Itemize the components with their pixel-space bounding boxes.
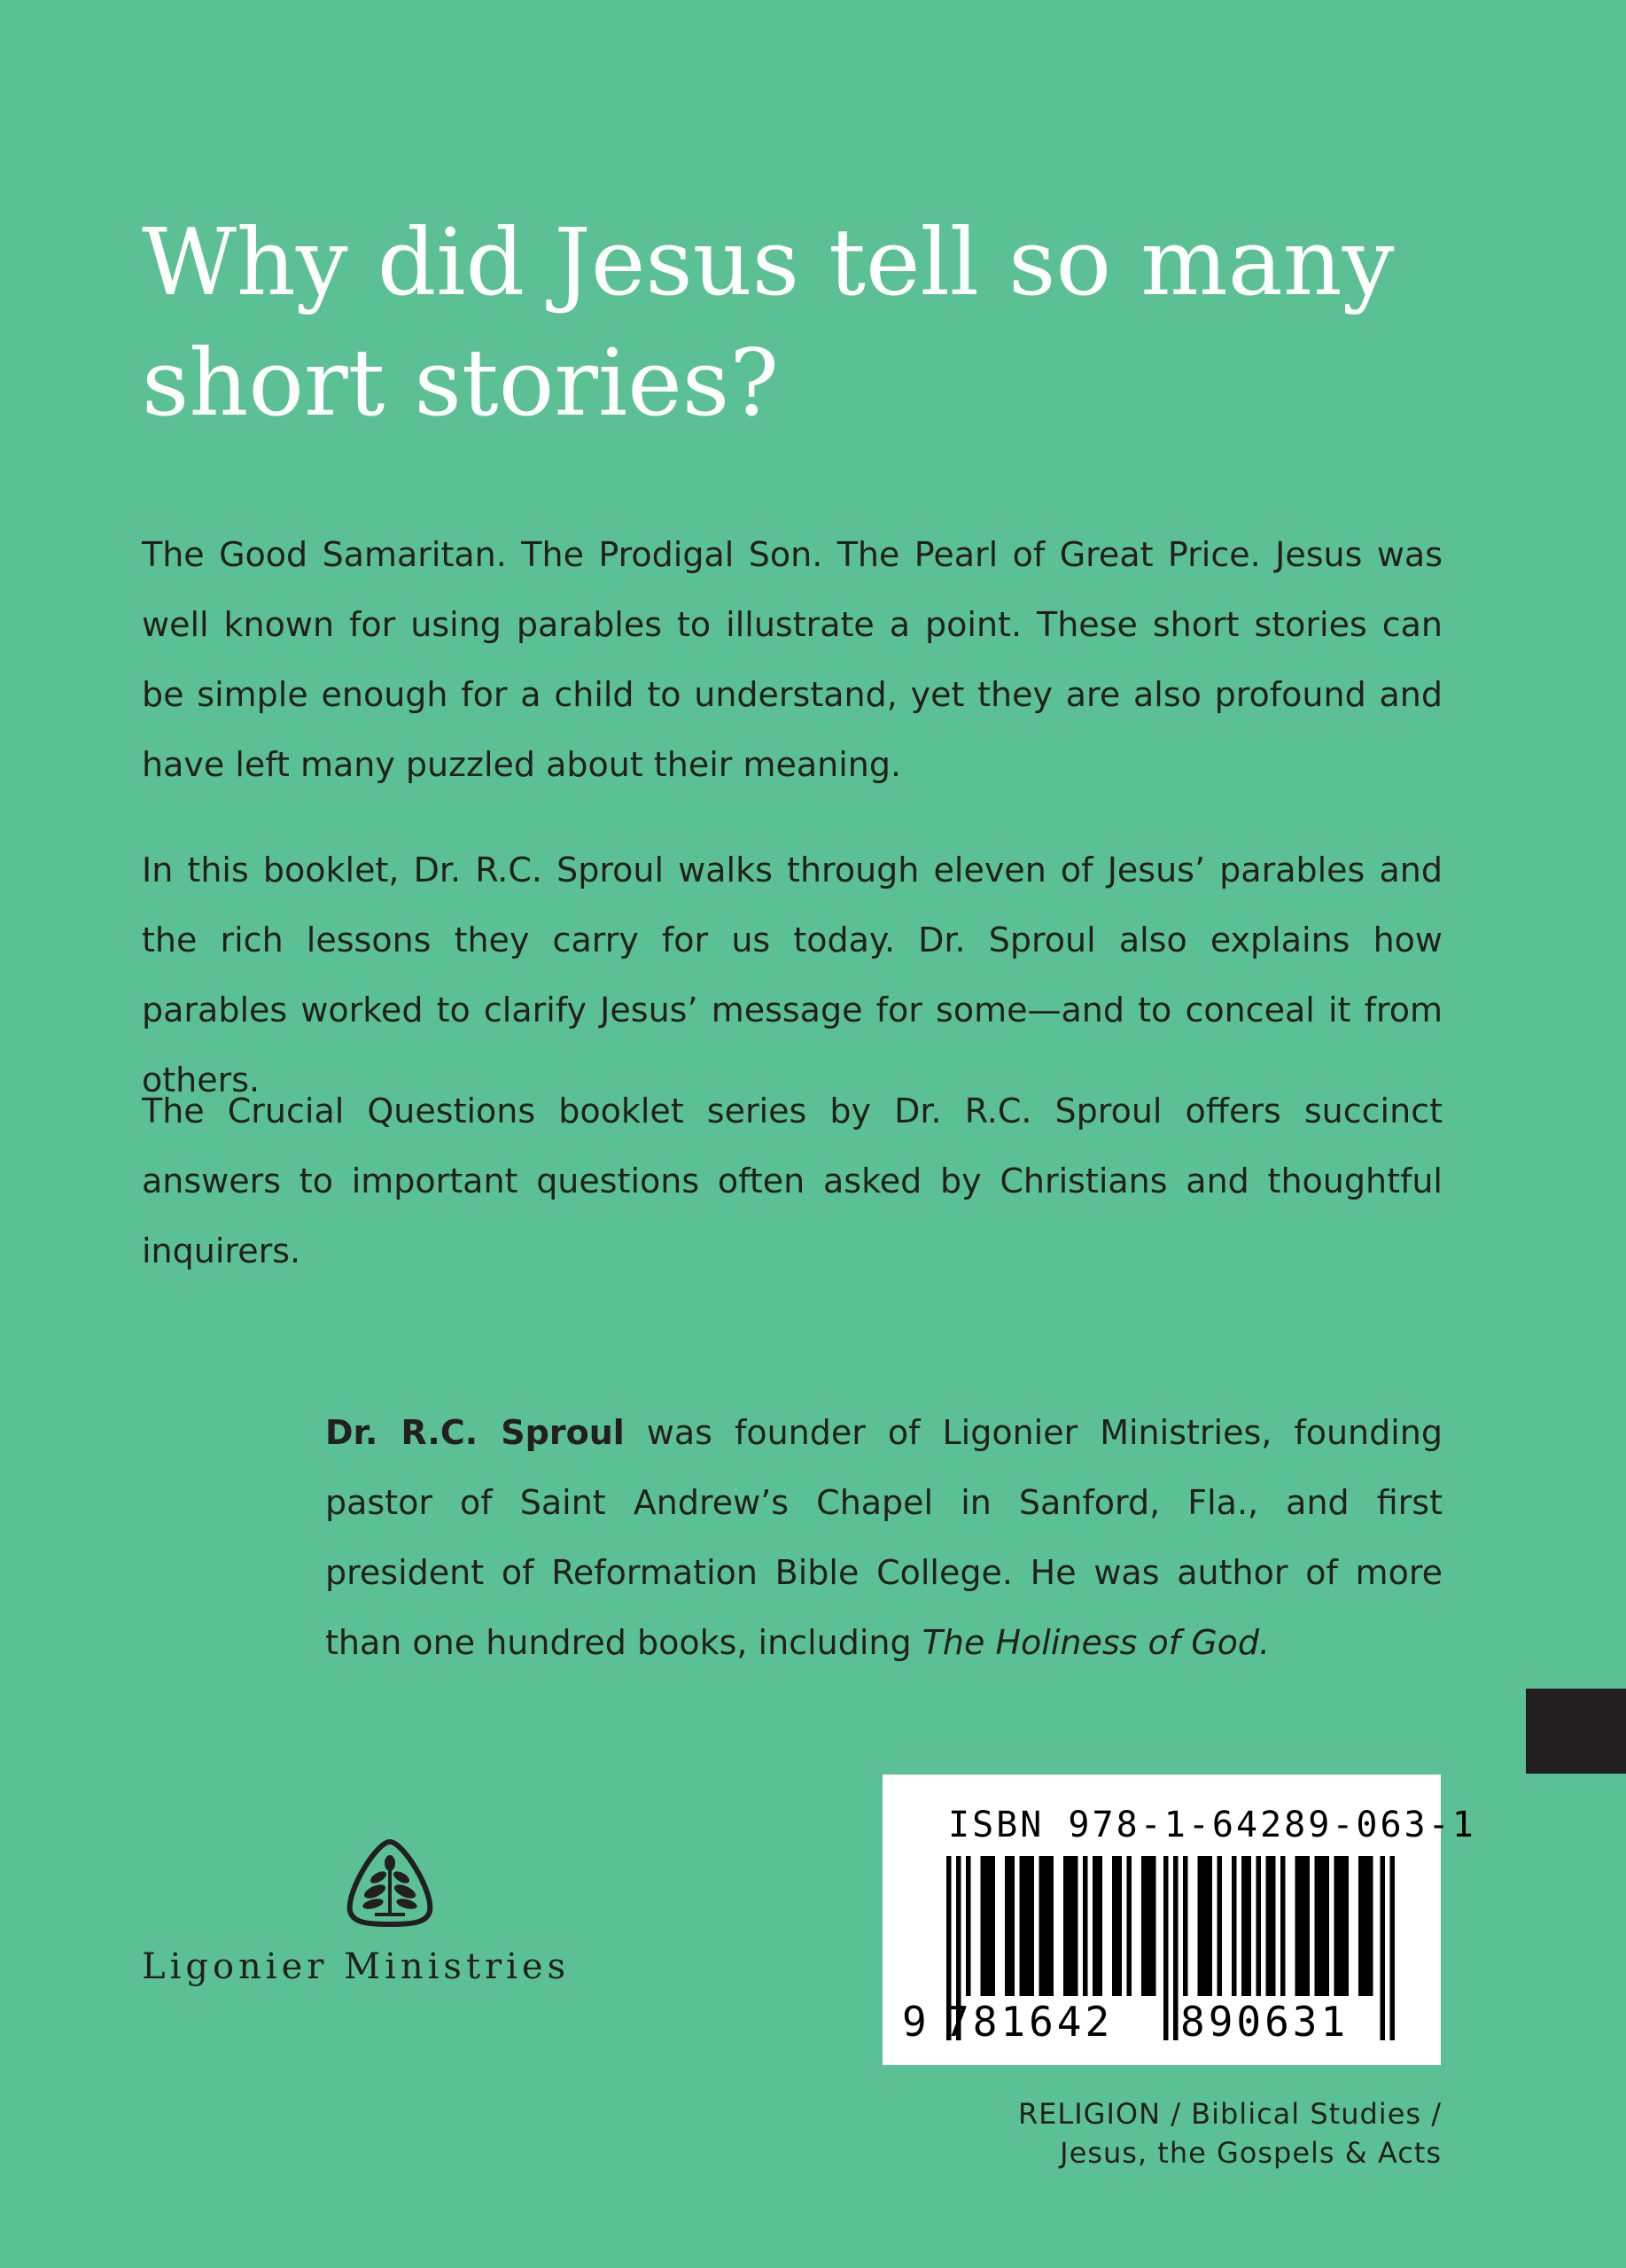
tree-in-shield-icon xyxy=(341,1838,439,1927)
barcode-bar xyxy=(1005,1856,1015,1996)
barcode-bar xyxy=(1093,1856,1102,1996)
barcode-guard-bar xyxy=(1173,1856,1179,2040)
barcode-bar xyxy=(1232,1856,1237,1996)
author-name: Dr. R.C. Sproul xyxy=(325,1413,625,1452)
barcode-bar xyxy=(966,1856,971,1996)
barcode-bar xyxy=(1266,1856,1276,1996)
description-paragraph-1: The Good Samaritan. The Prodigal Son. The Pearl of Great Price. Jesus was well known for using parables to illustrate a point. These short stories can be simple enough for a child to understand, yet they are also profound and have left many puzzled about their meaning. xyxy=(142,535,1443,784)
book-title: The Holiness of God. xyxy=(922,1623,1271,1662)
edge-tab-mark xyxy=(1526,1689,1626,1774)
author-bio-text: was founder of Ligonier Ministries, founding pastor of Saint Andrew’s Chapel in Sanford, Fla., and first president of Reformation Bible College. He was author of more than one hundred books, including xyxy=(325,1413,1443,1662)
barcode-guard-bar xyxy=(1163,1856,1169,2040)
barcode-bar xyxy=(1315,1856,1330,1996)
publisher-name-text: Ligonier Ministries xyxy=(142,1946,571,1987)
description-paragraph-2: In this booklet, Dr. R.C. Sproul walks through eleven of Jesus’ parables and the rich lessons they carry for us today. Dr. Sproul also explains how parables worked to clarify Jesus’ message for some—and to conceal it from others. xyxy=(142,850,1443,1099)
barcode-bar xyxy=(1127,1856,1132,1996)
barcode-bar xyxy=(1256,1856,1262,1996)
barcode-bar xyxy=(1280,1856,1286,1996)
barcode-bar xyxy=(1183,1856,1188,1996)
barcode-left-digits: 781642 xyxy=(945,1998,1114,2046)
isbn-label: ISBN 978-1-64289-063-1 xyxy=(948,1805,1476,1845)
publisher-logo xyxy=(142,1838,647,1989)
barcode-guard-bar xyxy=(1390,1856,1396,2040)
barcode-bar xyxy=(1358,1856,1373,1996)
barcode-bar xyxy=(1039,1856,1054,1996)
barcode-bar xyxy=(1218,1856,1223,1996)
category-line-2: Jesus, the Gospels & Acts xyxy=(1060,2136,1442,2170)
category-line-1: RELIGION / Biblical Studies / xyxy=(1017,2097,1442,2131)
barcode-first-digit: 9 xyxy=(902,1998,930,2046)
barcode-bar xyxy=(1241,1856,1251,1996)
barcode-bar xyxy=(1020,1856,1035,1996)
bisac-category xyxy=(1018,2094,1442,2172)
barcode-right-digits: 890631 xyxy=(1180,1998,1350,2046)
back-cover-heading: Why did Jesus tell so many short stories? xyxy=(142,208,1395,437)
barcode-bar xyxy=(1063,1856,1078,1996)
barcode-bar xyxy=(1141,1856,1156,1996)
description-paragraph-3: The Crucial Questions booklet series by Dr. R.C. Sproul offers succinct answers to important questions often asked by Christians and thoughtful inquirers. xyxy=(142,1091,1443,1270)
barcode-bar xyxy=(981,1856,996,1996)
barcode xyxy=(883,1775,1476,2065)
barcode-bar xyxy=(1112,1856,1122,1996)
barcode-guard-bar xyxy=(1381,1856,1386,2040)
barcode-bar xyxy=(1334,1856,1350,1996)
publisher-name xyxy=(142,1946,647,1987)
barcode-bar xyxy=(1083,1856,1088,1996)
barcode-bar xyxy=(1295,1856,1311,1996)
author-bio xyxy=(325,1398,1443,1678)
barcode-bar xyxy=(1198,1856,1213,1996)
